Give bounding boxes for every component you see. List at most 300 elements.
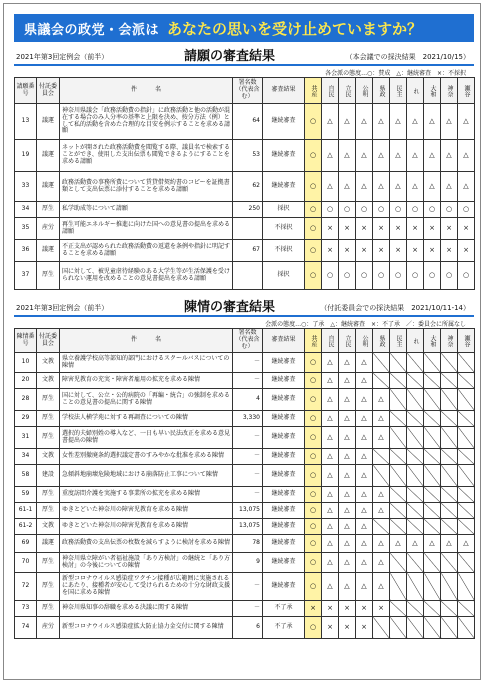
col-subject: 件 名 xyxy=(60,329,233,353)
not-member-cell xyxy=(390,389,407,411)
row-result: 不了承 xyxy=(263,601,305,617)
party-vote-mark: ○ xyxy=(339,202,356,218)
party-vote-mark: ○ xyxy=(305,465,322,487)
not-member-cell xyxy=(373,373,390,389)
party-vote-mark: △ xyxy=(356,487,373,503)
col-number: 請願番号 xyxy=(15,78,37,104)
party-vote-mark: × xyxy=(390,218,407,240)
row-result: 継続審査 xyxy=(263,449,305,465)
party-vote-mark: △ xyxy=(441,104,458,140)
row-signatures xyxy=(233,218,263,240)
not-member-cell xyxy=(407,573,424,601)
party-vote-mark: ○ xyxy=(305,535,322,553)
row-number: 35 xyxy=(15,218,37,240)
col-result: 審査結果 xyxy=(263,329,305,353)
table-row xyxy=(15,519,475,535)
col-committee: 付託委員会 xyxy=(37,78,60,104)
party-vote-mark: ○ xyxy=(305,519,322,535)
not-member-cell xyxy=(407,427,424,449)
party-header: 民主 xyxy=(390,78,407,104)
party-vote-mark: ○ xyxy=(458,202,475,218)
party-vote-mark: △ xyxy=(339,519,356,535)
petitions-header xyxy=(14,46,474,64)
party-vote-mark: △ xyxy=(356,449,373,465)
row-subject: 急傾斜地崩壊危険地域における崩落防止工事について陳情 xyxy=(60,465,233,487)
party-header: 立民 xyxy=(339,78,356,104)
party-vote-mark: × xyxy=(339,601,356,617)
row-number: 19 xyxy=(15,140,37,172)
row-number: 34 xyxy=(15,202,37,218)
row-committee: 議運 xyxy=(37,140,60,172)
row-number: 73 xyxy=(15,601,37,617)
document-page xyxy=(3,3,481,680)
row-subject: 神奈川県議会「政務活動費の指針」に政務活動と他の活動が混在する場合のみ人分率の基準と上限を決め、按分方法（例）として私的活動を含めた合理的な目安を例示することを求める請願 xyxy=(60,104,233,140)
party-vote-mark: △ xyxy=(356,373,373,389)
party-header: 瀬谷 xyxy=(458,78,475,104)
party-vote-mark: × xyxy=(458,240,475,262)
not-member-cell xyxy=(458,353,475,373)
party-vote-mark: △ xyxy=(339,389,356,411)
col-result: 審査結果 xyxy=(263,78,305,104)
party-vote-mark: ○ xyxy=(322,262,339,290)
row-subject: 学校法人横学苑に対する再調査についての陳情 xyxy=(60,411,233,427)
row-signatures: － xyxy=(233,487,263,503)
party-vote-mark: △ xyxy=(339,411,356,427)
not-member-cell xyxy=(373,519,390,535)
row-committee: 文教 xyxy=(37,519,60,535)
party-vote-mark: ○ xyxy=(424,262,441,290)
party-vote-mark: ○ xyxy=(356,202,373,218)
row-committee: 文教 xyxy=(37,449,60,465)
party-vote-mark: △ xyxy=(322,411,339,427)
not-member-cell xyxy=(390,573,407,601)
party-vote-mark: △ xyxy=(424,535,441,553)
table-row xyxy=(15,465,475,487)
row-subject: 不正支出が認められた政務活動費の返還を条例や指針に明記することを求める請願 xyxy=(60,240,233,262)
row-result: 継続審査 xyxy=(263,373,305,389)
party-vote-mark: △ xyxy=(322,519,339,535)
table-row xyxy=(15,573,475,601)
table-row xyxy=(15,353,475,373)
party-vote-mark: ○ xyxy=(356,262,373,290)
party-vote-mark: ○ xyxy=(305,172,322,202)
party-vote-mark: × xyxy=(441,240,458,262)
table-row xyxy=(15,202,475,218)
party-vote-mark: △ xyxy=(441,535,458,553)
not-member-cell xyxy=(390,487,407,503)
not-member-cell xyxy=(424,601,441,617)
party-vote-mark: × xyxy=(458,218,475,240)
row-signatures: 3,330 xyxy=(233,411,263,427)
party-header: 立民 xyxy=(339,329,356,353)
row-signatures: － xyxy=(233,573,263,601)
row-result: 継続審査 xyxy=(263,535,305,553)
not-member-cell xyxy=(458,427,475,449)
row-result: 継続審査 xyxy=(263,353,305,373)
row-signatures: 250 xyxy=(233,202,263,218)
row-number: 28 xyxy=(15,389,37,411)
party-vote-mark: △ xyxy=(356,519,373,535)
row-signatures: 78 xyxy=(233,535,263,553)
row-subject: 選択的夫婦別姓の導入など、一日も早い民法改正を求める意見書提出の陳情 xyxy=(60,427,233,449)
row-signatures: － xyxy=(233,601,263,617)
not-member-cell xyxy=(407,519,424,535)
col-signatures: 署名数（代表含む） xyxy=(233,329,263,353)
not-member-cell xyxy=(458,573,475,601)
not-member-cell xyxy=(424,465,441,487)
not-member-cell xyxy=(424,427,441,449)
not-member-cell xyxy=(424,449,441,465)
party-vote-mark: × xyxy=(322,601,339,617)
party-vote-mark: △ xyxy=(407,172,424,202)
table-row xyxy=(15,140,475,172)
party-vote-mark: △ xyxy=(441,140,458,172)
not-member-cell xyxy=(458,449,475,465)
party-vote-mark: △ xyxy=(407,140,424,172)
row-subject: 政務活動費の支出伝票の枚数を減らすように検討を求める陳情 xyxy=(60,535,233,553)
row-number: 58 xyxy=(15,465,37,487)
party-vote-mark: △ xyxy=(373,172,390,202)
row-result: 継続審査 xyxy=(263,389,305,411)
party-vote-mark: × xyxy=(322,218,339,240)
not-member-cell xyxy=(407,353,424,373)
row-committee: 文教 xyxy=(37,353,60,373)
row-number: 29 xyxy=(15,411,37,427)
row-result: 継続審査 xyxy=(263,553,305,573)
party-vote-mark: △ xyxy=(322,553,339,573)
party-vote-mark: △ xyxy=(339,573,356,601)
party-vote-mark: △ xyxy=(339,373,356,389)
party-header: 瀬谷 xyxy=(458,329,475,353)
appeals-note: （付託委員会での採決結果 2021/10/11-14） xyxy=(320,304,470,312)
party-vote-mark: △ xyxy=(356,535,373,553)
party-vote-mark: ○ xyxy=(305,240,322,262)
party-vote-mark: △ xyxy=(356,573,373,601)
row-committee: 厚生 xyxy=(37,573,60,601)
not-member-cell xyxy=(441,487,458,503)
not-member-cell xyxy=(424,411,441,427)
party-vote-mark: △ xyxy=(356,465,373,487)
party-vote-mark: ○ xyxy=(305,427,322,449)
party-vote-mark: △ xyxy=(390,535,407,553)
petitions-session: 2021年第3回定例会（前半） xyxy=(16,53,109,61)
col-signatures: 署名数（代表含む） xyxy=(233,78,263,104)
row-committee: 厚生 xyxy=(37,503,60,519)
appeals-legend: 会派の態度…○：了承 △：継続審査 ×：不了承 ／：委員会に所属なし xyxy=(265,321,466,328)
row-subject: 県立養護学校高等部知的部門におけるスクールバスについての陳情 xyxy=(60,353,233,373)
not-member-cell xyxy=(458,487,475,503)
party-vote-mark: ○ xyxy=(305,373,322,389)
party-vote-mark: △ xyxy=(339,172,356,202)
table-row xyxy=(15,503,475,519)
party-header: れ xyxy=(407,78,424,104)
row-subject: 新型コロナウイルス感染症拡大防止協力金交付に関する陳情 xyxy=(60,617,233,639)
table-row xyxy=(15,373,475,389)
party-vote-mark: △ xyxy=(424,172,441,202)
party-header: 民主 xyxy=(390,329,407,353)
row-signatures: 62 xyxy=(233,172,263,202)
party-vote-mark: △ xyxy=(356,503,373,519)
row-result: 不採択 xyxy=(263,240,305,262)
party-vote-mark: △ xyxy=(458,535,475,553)
row-committee: 文教 xyxy=(37,373,60,389)
petitions-legend: 各会派の態度…○：賛成 △：継続審査 ×：不採択 xyxy=(325,70,466,77)
table-row xyxy=(15,427,475,449)
table-row xyxy=(15,553,475,573)
row-subject: ゆきとどいた神奈川の障害児教育を求める陳情 xyxy=(60,519,233,535)
not-member-cell xyxy=(373,353,390,373)
not-member-cell xyxy=(390,373,407,389)
party-vote-mark: △ xyxy=(390,172,407,202)
row-signatures: 13,075 xyxy=(233,503,263,519)
row-result: 継続審査 xyxy=(263,465,305,487)
row-number: 70 xyxy=(15,553,37,573)
row-number: 31 xyxy=(15,427,37,449)
party-vote-mark: △ xyxy=(339,449,356,465)
party-vote-mark: ○ xyxy=(305,411,322,427)
party-vote-mark: △ xyxy=(322,487,339,503)
not-member-cell xyxy=(441,465,458,487)
row-signatures: 4 xyxy=(233,389,263,411)
table-row xyxy=(15,601,475,617)
party-vote-mark: △ xyxy=(373,535,390,553)
party-vote-mark: ○ xyxy=(305,218,322,240)
not-member-cell xyxy=(390,601,407,617)
row-subject: ゆきとどいた神奈川の障害児教育を求める陳情 xyxy=(60,503,233,519)
row-committee: 産労 xyxy=(37,617,60,639)
party-vote-mark: △ xyxy=(322,104,339,140)
row-subject: 国に対して、公立・公的病院の「再編・統合」の強制を求めることの意見書の提出に関する陳情 xyxy=(60,389,233,411)
table-row xyxy=(15,262,475,290)
party-vote-mark: ○ xyxy=(407,202,424,218)
not-member-cell xyxy=(424,373,441,389)
not-member-cell xyxy=(407,389,424,411)
party-vote-mark: ○ xyxy=(305,389,322,411)
party-vote-mark: × xyxy=(390,240,407,262)
not-member-cell xyxy=(390,465,407,487)
row-result: 継続審査 xyxy=(263,487,305,503)
not-member-cell xyxy=(441,573,458,601)
row-number: 10 xyxy=(15,353,37,373)
party-vote-mark: △ xyxy=(356,411,373,427)
row-committee: 厚生 xyxy=(37,427,60,449)
row-subject: 障害児教育の充実・障害者雇用の拡充を求める陳情 xyxy=(60,373,233,389)
banner-lead: 県議会の政党・会派は xyxy=(24,22,160,38)
table-row xyxy=(15,389,475,411)
party-vote-mark: ○ xyxy=(305,617,322,639)
not-member-cell xyxy=(441,427,458,449)
not-member-cell xyxy=(458,617,475,639)
party-vote-mark: △ xyxy=(458,104,475,140)
party-vote-mark: △ xyxy=(373,487,390,503)
row-result: 継続審査 xyxy=(263,172,305,202)
not-member-cell xyxy=(407,449,424,465)
table-row xyxy=(15,172,475,202)
not-member-cell xyxy=(390,449,407,465)
row-signatures: － xyxy=(233,373,263,389)
party-vote-mark: ○ xyxy=(373,262,390,290)
row-committee: 議運 xyxy=(37,172,60,202)
party-header: れ xyxy=(407,329,424,353)
row-number: 37 xyxy=(15,262,37,290)
row-result: 継続審査 xyxy=(263,427,305,449)
party-vote-mark: × xyxy=(322,240,339,262)
party-vote-mark: ○ xyxy=(305,573,322,601)
party-vote-mark: △ xyxy=(322,535,339,553)
party-header: 自民 xyxy=(322,329,339,353)
not-member-cell xyxy=(458,601,475,617)
party-vote-mark: × xyxy=(407,240,424,262)
not-member-cell xyxy=(441,503,458,519)
row-number: 61-1 xyxy=(15,503,37,519)
party-vote-mark: × xyxy=(339,218,356,240)
not-member-cell xyxy=(458,553,475,573)
not-member-cell xyxy=(441,617,458,639)
party-vote-mark: △ xyxy=(373,104,390,140)
row-number: 33 xyxy=(15,172,37,202)
row-signatures: 64 xyxy=(233,104,263,140)
party-vote-mark: △ xyxy=(441,172,458,202)
row-committee: 建設 xyxy=(37,465,60,487)
row-result: 継続審査 xyxy=(263,503,305,519)
table-row xyxy=(15,240,475,262)
party-vote-mark: × xyxy=(373,240,390,262)
row-result: 継続審査 xyxy=(263,519,305,535)
row-subject: 私学助成等について請願 xyxy=(60,202,233,218)
party-vote-mark: × xyxy=(356,617,373,639)
party-vote-mark: △ xyxy=(339,487,356,503)
not-member-cell xyxy=(458,465,475,487)
not-member-cell xyxy=(373,449,390,465)
party-vote-mark: △ xyxy=(322,465,339,487)
row-signatures: 67 xyxy=(233,240,263,262)
party-vote-mark: △ xyxy=(322,427,339,449)
not-member-cell xyxy=(424,503,441,519)
party-vote-mark: △ xyxy=(322,373,339,389)
party-vote-mark: ○ xyxy=(305,503,322,519)
not-member-cell xyxy=(458,373,475,389)
party-vote-mark: × xyxy=(339,240,356,262)
row-signatures: 13,075 xyxy=(233,519,263,535)
row-signatures xyxy=(233,262,263,290)
section-divider xyxy=(14,64,474,66)
party-vote-mark: ○ xyxy=(305,262,322,290)
party-vote-mark: ○ xyxy=(390,202,407,218)
row-result: 採択 xyxy=(263,262,305,290)
not-member-cell xyxy=(407,617,424,639)
appeals-title: 陳情の審査結果 xyxy=(184,300,276,315)
party-vote-mark: △ xyxy=(373,503,390,519)
party-vote-mark: ○ xyxy=(305,202,322,218)
party-vote-mark: × xyxy=(356,240,373,262)
party-vote-mark: × xyxy=(373,601,390,617)
party-vote-mark: △ xyxy=(373,573,390,601)
row-signatures: － xyxy=(233,353,263,373)
not-member-cell xyxy=(407,411,424,427)
not-member-cell xyxy=(407,465,424,487)
party-vote-mark: × xyxy=(441,218,458,240)
petitions-table xyxy=(14,77,475,290)
party-vote-mark: △ xyxy=(322,503,339,519)
party-header: 公明 xyxy=(356,329,373,353)
party-vote-mark: ○ xyxy=(322,202,339,218)
petitions-title: 請願の審査結果 xyxy=(184,49,276,64)
row-signatures: 9 xyxy=(233,553,263,573)
section-divider xyxy=(14,315,474,317)
table-row xyxy=(15,487,475,503)
party-vote-mark: △ xyxy=(322,140,339,172)
party-vote-mark: △ xyxy=(407,104,424,140)
row-committee: 厚生 xyxy=(37,487,60,503)
party-vote-mark: × xyxy=(407,218,424,240)
not-member-cell xyxy=(390,519,407,535)
row-subject: 神奈川県知事の辞職を求める決議に関する陳情 xyxy=(60,601,233,617)
party-vote-mark: △ xyxy=(390,104,407,140)
not-member-cell xyxy=(390,353,407,373)
party-vote-mark: ○ xyxy=(458,262,475,290)
party-vote-mark: △ xyxy=(322,353,339,373)
appeals-table xyxy=(14,328,475,639)
row-signatures: 53 xyxy=(233,140,263,172)
party-header: 神奈 xyxy=(441,78,458,104)
party-vote-mark: △ xyxy=(356,427,373,449)
row-number: 69 xyxy=(15,535,37,553)
row-number: 74 xyxy=(15,617,37,639)
row-subject: 新型コロナウイルス感染症ワクチン接種が広範囲に実施されるにあたり、接種者が安心して受けられるための十分な財政支援を国に求める陳情 xyxy=(60,573,233,601)
row-committee: 厚生 xyxy=(37,411,60,427)
row-committee: 厚生 xyxy=(37,601,60,617)
party-vote-mark: △ xyxy=(373,411,390,427)
not-member-cell xyxy=(424,487,441,503)
not-member-cell xyxy=(390,503,407,519)
row-number: 72 xyxy=(15,573,37,601)
party-vote-mark: △ xyxy=(339,140,356,172)
row-result: 継続審査 xyxy=(263,411,305,427)
row-subject: ネットが開された政務活動費を閲覧する際、議員名で検索することができ、使用した支出伝票も閲覧できるようにすることを求める請願 xyxy=(60,140,233,172)
party-vote-mark: × xyxy=(424,240,441,262)
party-vote-mark: ○ xyxy=(339,262,356,290)
party-vote-mark: × xyxy=(356,218,373,240)
not-member-cell xyxy=(441,601,458,617)
party-vote-mark: ○ xyxy=(305,487,322,503)
party-vote-mark: △ xyxy=(339,104,356,140)
row-signatures: － xyxy=(233,427,263,449)
row-number: 34 xyxy=(15,449,37,465)
headline-banner xyxy=(14,14,474,42)
party-vote-mark: △ xyxy=(373,427,390,449)
not-member-cell xyxy=(407,503,424,519)
party-vote-mark: ○ xyxy=(424,202,441,218)
not-member-cell xyxy=(441,553,458,573)
party-vote-mark: ○ xyxy=(305,140,322,172)
party-vote-mark: △ xyxy=(339,465,356,487)
party-vote-mark: ○ xyxy=(305,104,322,140)
not-member-cell xyxy=(424,519,441,535)
party-vote-mark: ○ xyxy=(305,553,322,573)
table-row xyxy=(15,617,475,639)
party-vote-mark: △ xyxy=(356,104,373,140)
not-member-cell xyxy=(390,411,407,427)
party-vote-mark: △ xyxy=(356,389,373,411)
table-row xyxy=(15,449,475,465)
row-subject: 重度訪問介護を実施する事業所の拡充を求める陳情 xyxy=(60,487,233,503)
petitions-note: （本会議での採決結果 2021/10/15） xyxy=(345,53,470,61)
party-vote-mark: ○ xyxy=(390,262,407,290)
party-vote-mark: △ xyxy=(390,140,407,172)
party-vote-mark: ○ xyxy=(373,202,390,218)
party-header: 自民 xyxy=(322,78,339,104)
party-vote-mark: △ xyxy=(339,503,356,519)
